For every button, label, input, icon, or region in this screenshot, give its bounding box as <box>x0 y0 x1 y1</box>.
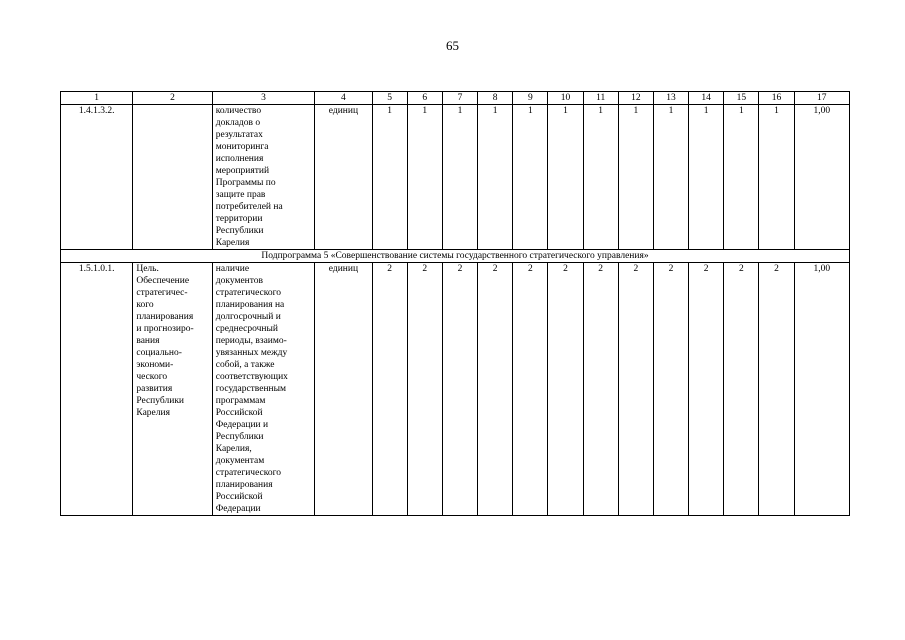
cell-line: количество <box>215 106 262 116</box>
table-row <box>61 105 850 250</box>
cell-line: Российской <box>215 492 263 502</box>
value-cell: 2 <box>583 263 618 516</box>
header-cell: 16 <box>759 92 794 105</box>
cell-line: Карелия <box>136 408 170 418</box>
cell-line: документам <box>215 456 265 466</box>
header-cell: 13 <box>653 92 688 105</box>
cell-line: экономи- <box>136 360 174 370</box>
cell-line: планирования на <box>215 300 285 310</box>
cell-line: государственным <box>215 384 287 394</box>
cell-line: мероприятий <box>215 166 270 176</box>
value-cell: 1 <box>724 105 759 250</box>
cell-line: программам <box>215 396 266 406</box>
header-cell: 4 <box>315 92 372 105</box>
cell-line: территории <box>215 214 263 224</box>
cell-line: стратегичес- <box>136 288 188 298</box>
cell-line: и прогнозиро- <box>136 324 194 334</box>
cell-line: кого <box>136 300 154 310</box>
cell-line: социально- <box>136 348 182 358</box>
header-row <box>61 92 850 105</box>
cell-line: Республики <box>215 226 264 236</box>
header-cell: 17 <box>794 92 849 105</box>
value-cell: 1 <box>513 105 548 250</box>
table-row <box>61 263 850 516</box>
header-cell: 6 <box>407 92 442 105</box>
cell-line: стратегического <box>215 468 282 478</box>
value-cell: 1 <box>548 105 583 250</box>
unit-cell: единиц <box>315 263 372 516</box>
cell-line: Российской <box>215 408 263 418</box>
cell-line: Федерации и <box>215 420 269 430</box>
cell-line: Карелия, <box>215 444 252 454</box>
value-cell: 1 <box>583 105 618 250</box>
cell-line: периоды, взаимо- <box>215 336 287 346</box>
cell-line: развития <box>136 384 173 394</box>
value-cell: 2 <box>689 263 724 516</box>
header-cell: 7 <box>442 92 477 105</box>
cell-line: исполнения <box>215 154 264 164</box>
header-cell: 8 <box>478 92 513 105</box>
header-cell: 10 <box>548 92 583 105</box>
indicator-cell <box>212 105 315 250</box>
cell-line: наличие <box>215 264 250 274</box>
value-cell: 1 <box>442 105 477 250</box>
cell-line: докладов о <box>215 118 261 128</box>
value-cell: 2 <box>618 263 653 516</box>
cell-line: ческого <box>136 372 168 382</box>
indicator-cell <box>212 263 315 516</box>
value-cell: 1 <box>372 105 407 250</box>
header-cell: 3 <box>212 92 315 105</box>
header-cell: 1 <box>61 92 133 105</box>
indicator-table <box>60 91 850 516</box>
value-cell: 2 <box>407 263 442 516</box>
value-cell: 1 <box>618 105 653 250</box>
header-cell: 14 <box>689 92 724 105</box>
header-cell: 12 <box>618 92 653 105</box>
ratio-cell: 1,00 <box>794 263 849 516</box>
cell-line: потребителей на <box>215 202 283 212</box>
goal-cell <box>133 263 212 516</box>
value-cell: 1 <box>759 105 794 250</box>
cell-line: соответствующих <box>215 372 288 382</box>
header-cell: 11 <box>583 92 618 105</box>
code-cell: 1.5.1.0.1. <box>61 263 133 516</box>
subprogram-title: Подпрограмма 5 «Совершенствование системы государственного стратегического управления» <box>61 250 850 263</box>
cell-line: результатах <box>215 130 263 140</box>
cell-line: вания <box>136 336 160 346</box>
subprogram-row <box>61 250 850 263</box>
cell-line: Программы по <box>215 178 276 188</box>
header-cell: 2 <box>133 92 212 105</box>
code-cell: 1.4.1.3.2. <box>61 105 133 250</box>
value-cell: 1 <box>478 105 513 250</box>
value-cell: 2 <box>724 263 759 516</box>
value-cell: 2 <box>442 263 477 516</box>
page-number: 65 <box>446 38 459 53</box>
unit-cell: единиц <box>315 105 372 250</box>
goal-cell <box>133 105 212 250</box>
value-cell: 2 <box>759 263 794 516</box>
cell-line: среднесрочный <box>215 324 278 334</box>
cell-line: долгосрочный и <box>215 312 281 322</box>
cell-line: мониторинга <box>215 142 269 152</box>
header-cell: 15 <box>724 92 759 105</box>
cell-line: увязанных между <box>215 348 288 358</box>
cell-line: Республики <box>215 432 264 442</box>
cell-line: планирования <box>215 480 273 490</box>
cell-line: планирования <box>136 312 194 322</box>
ratio-cell: 1,00 <box>794 105 849 250</box>
value-cell: 2 <box>548 263 583 516</box>
value-cell: 2 <box>513 263 548 516</box>
cell-line: собой, а также <box>215 360 275 370</box>
header-cell: 5 <box>372 92 407 105</box>
cell-line: Обеспечение <box>136 276 190 286</box>
cell-line: стратегического <box>215 288 282 298</box>
value-cell: 2 <box>372 263 407 516</box>
value-cell: 1 <box>689 105 724 250</box>
value-cell: 1 <box>407 105 442 250</box>
value-cell: 1 <box>653 105 688 250</box>
header-cell: 9 <box>513 92 548 105</box>
cell-line: Федерации <box>215 504 261 514</box>
cell-line: Республики <box>136 396 185 406</box>
cell-line: документов <box>215 276 264 286</box>
cell-line: Цель. <box>136 264 159 274</box>
cell-line: защите прав <box>215 190 266 200</box>
cell-line: Карелия <box>215 238 250 248</box>
value-cell: 2 <box>478 263 513 516</box>
value-cell: 2 <box>653 263 688 516</box>
